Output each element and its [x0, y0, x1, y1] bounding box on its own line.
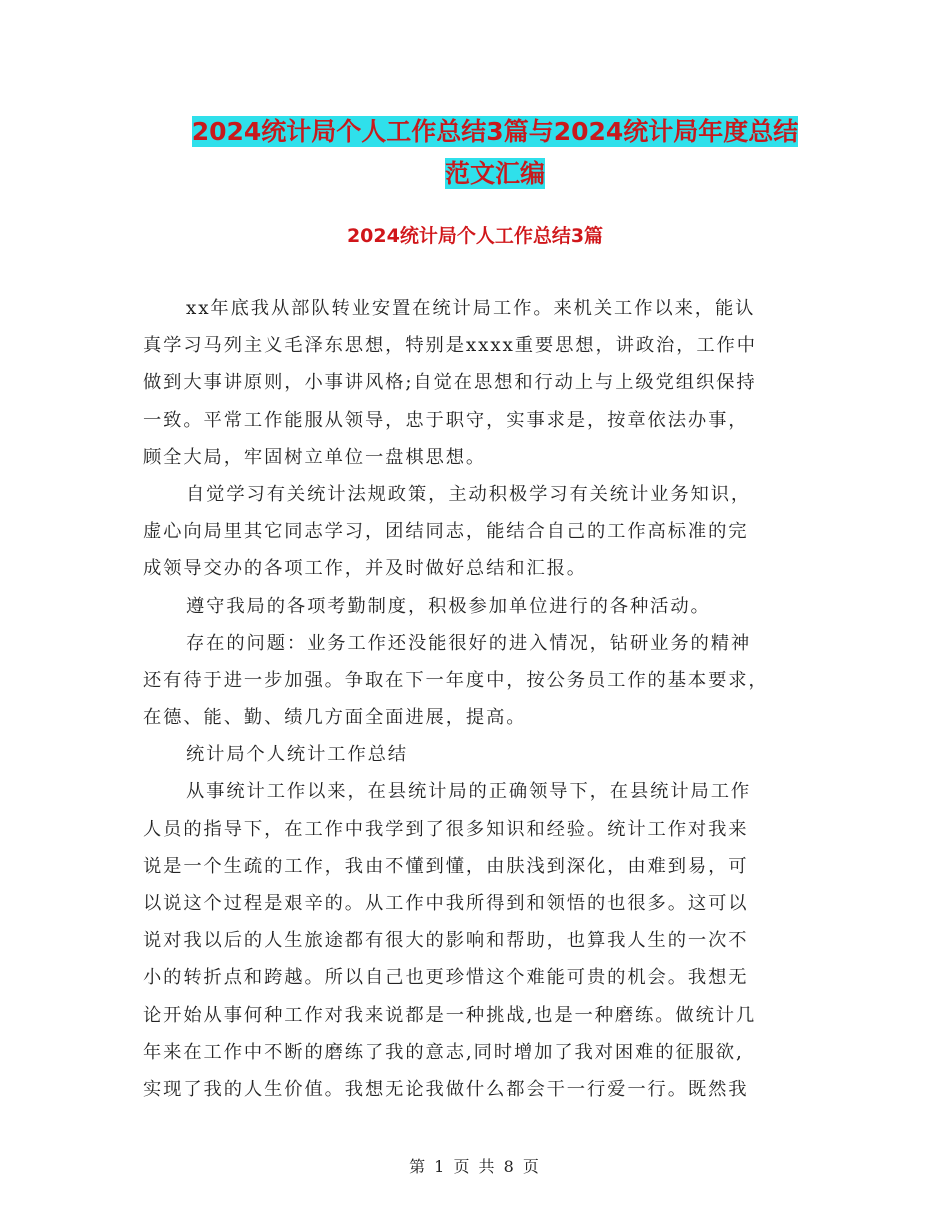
text-line: xx年底我从部队转业安置在统计局工作。来机关工作以来，能认	[186, 298, 756, 319]
text-line: 还有待于进一步加强。争取在下一年度中，按公务员工作的基本要求，	[143, 669, 769, 691]
text-line: 说是一个生疏的工作，我由不懂到懂，由肤浅到深化，由难到易，可	[143, 855, 749, 877]
text-line: 以说这个过程是艰辛的。从工作中我所得到和领悟的也很多。这可以	[143, 893, 749, 914]
text-line: 小的转折点和跨越。所以自己也更珍惜这个难能可贵的机会。我想无	[143, 967, 749, 989]
document-title-line-2	[140, 152, 850, 196]
text-line: 人员的指导下，在工作中我学到了很多知识和经验。统计工作对我来	[143, 818, 749, 840]
text-line: 遵守我局的各项考勤制度，积极参加单位进行的各种活动。	[186, 595, 711, 617]
title-highlight: 范文汇编	[444, 159, 545, 188]
text-line: 存在的问题：业务工作还没能很好的进入情况，钻研业务的精神	[186, 632, 752, 654]
text-line: 做到大事讲原则，小事讲风格;自觉在思想和行动上与上级党组织保持	[143, 372, 757, 394]
document-title-line-1	[140, 110, 850, 154]
text-line: 说对我以后的人生旅途都有很大的影响和帮助，也算我人生的一次不	[143, 930, 749, 952]
text-line: 一致。平常工作能服从领导，忠于职守，实事求是，按章依法办事，	[143, 409, 749, 431]
text-line: 成领导交办的各项工作，并及时做好总结和汇报。	[143, 558, 587, 580]
text-line: 实现了我的人生价值。我想无论我做什么都会干一行爱一行。既然我	[143, 1078, 749, 1100]
text-line: 从事统计工作以来，在县统计局的正确领导下，在县统计局工作	[186, 781, 752, 803]
text-line: 真学习马列主义毛泽东思想，特别是xxxx重要思想，讲政治，工作中	[143, 335, 757, 357]
section-heading: 2024统计局个人工作总结3篇	[346, 225, 604, 247]
title-highlight: 2024统计局个人工作总结3篇与2024统计局年度总结	[191, 117, 799, 146]
text-line: 年来在工作中不断的磨练了我的意志,同时增加了我对困难的征服欲,	[143, 1041, 744, 1063]
text-line: 论开始从事何种工作对我来说都是一种挑战,也是一种磨练。做统计几	[143, 1004, 757, 1026]
text-line: 顾全大局，牢固树立单位一盘棋思想。	[143, 446, 487, 468]
text-line: 自觉学习有关统计法规政策，主动积极学习有关统计业务知识，	[186, 483, 752, 505]
page-number: 第 1 页 共 8 页	[409, 1157, 541, 1176]
text-line: 在德、能、勤、绩几方面全面进展，提高。	[143, 707, 527, 729]
subsection-heading: 统计局个人统计工作总结	[186, 744, 408, 766]
body-text	[143, 290, 807, 1108]
text-line: 虚心向局里其它同志学习，团结同志，能结合自己的工作高标准的完	[143, 521, 749, 543]
